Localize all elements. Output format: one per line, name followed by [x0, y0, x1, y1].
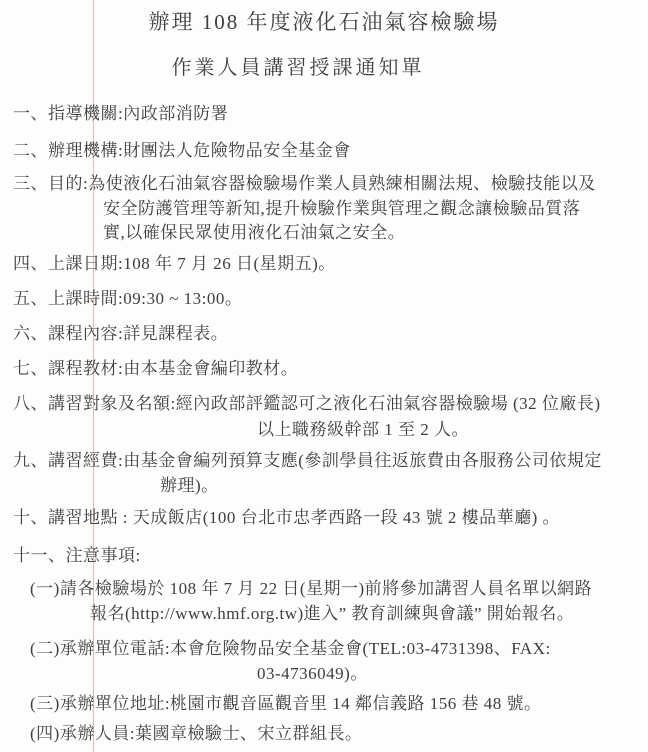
item-8-attendees-line-1: 八、講習對象及名額:經內政部評鑑認可之液化石油氣容器檢驗場 (32 位廠長) [13, 394, 601, 413]
note-1-registration-line-2: 報名(http://www.hmf.org.tw)進入” 教育訓練與會議” 開始報名。 [90, 604, 575, 623]
note-3-address: (三)承辦單位地址:桃園市觀音區觀音里 14 鄰信義路 156 巷 48 號。 [30, 694, 542, 713]
item-8-attendees-line-2: 以上職務級幹部 1 至 2 人。 [257, 420, 469, 439]
item-4-class-date: 四、上課日期:108 年 7 月 26 日(星期五)。 [13, 254, 336, 273]
item-9-funding-line-2: 辦理)。 [160, 476, 219, 495]
item-7-course-material: 七、課程教材:由本基金會編印教材。 [13, 359, 299, 378]
note-2-phone-line-1: (二)承辦單位電話:本會危險物品安全基金會(TEL:03-4731398、FAX: [30, 639, 551, 658]
item-10-location: 十、講習地點 : 天成飯店(100 台北市忠孝西路一段 43 號 2 樓品華廳) 。 [13, 508, 561, 527]
note-4-staff: (四)承辦人員:葉國章檢驗士、宋立群組長。 [30, 724, 363, 743]
item-3-purpose-line-1: 三、目的:為使液化石油氣容器檢驗場作業人員熟練相關法規、檢驗技能以及 [13, 174, 596, 193]
item-5-class-time: 五、上課時間:09:30 ~ 13:00。 [13, 289, 243, 308]
item-11-notes-heading: 十一、注意事項: [13, 546, 141, 565]
item-3-purpose-line-3: 實,以確保民眾使用液化石油氣之安全。 [103, 223, 406, 242]
document-title: 辦理 108 年度液化石油氣容檢驗場 [148, 10, 500, 34]
item-1-guiding-agency: 一、指導機關:內政部消防署 [13, 104, 229, 123]
note-1-registration-line-1: (一)請各檢驗場於 108 年 7 月 22 日(星期一)前將參加講習人員名單以網路 [30, 579, 593, 598]
note-2-phone-line-2: 03-4736049)。 [257, 664, 368, 683]
item-9-funding-line-1: 九、講習經費:由基金會編列預算支應(參訓學員往返旅費由各服務公司依規定 [13, 451, 602, 470]
item-6-course-content: 六、課程內容:詳見課程表。 [13, 324, 229, 343]
item-3-purpose-line-2: 安全防護管理等新知,提升檢驗作業與管理之觀念讓檢驗品質落 [103, 199, 581, 218]
document-subtitle: 作業人員講習授課通知單 [171, 57, 425, 79]
item-2-organizer: 二、辦理機構:財團法人危險物品安全基金會 [13, 141, 351, 160]
